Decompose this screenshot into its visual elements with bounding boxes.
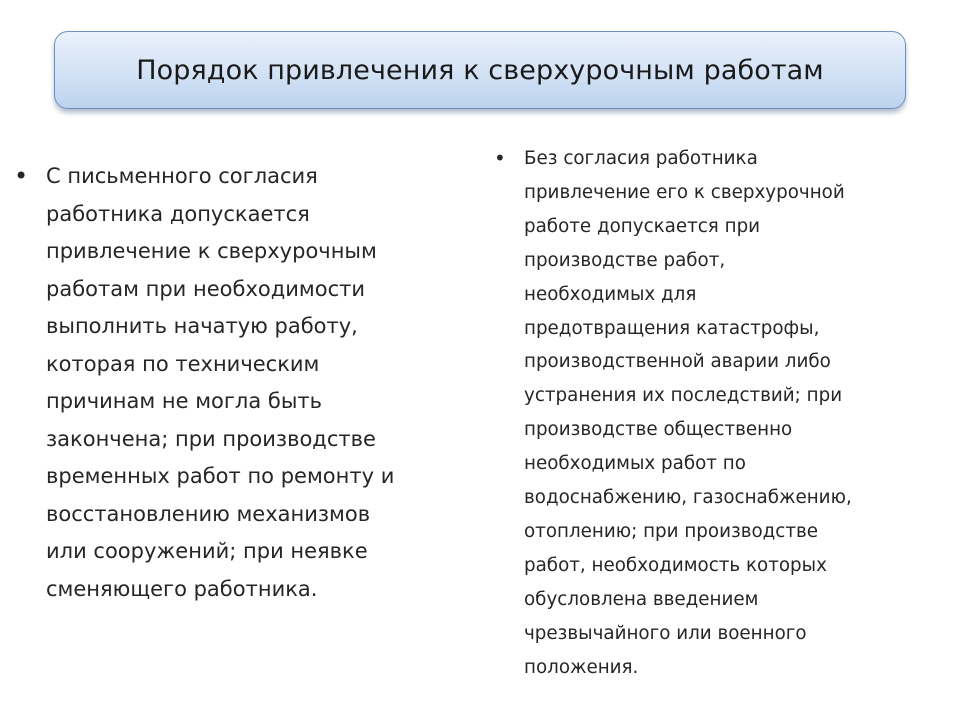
text-line: положения. [524, 656, 639, 678]
left-bullet-item [14, 158, 484, 608]
text-line: причинам не могла быть [46, 389, 323, 413]
text-line: работ, необходимость которых [524, 554, 827, 576]
text-line: привлечение к сверхурочным [46, 239, 377, 263]
text-line: производственной аварии либо [524, 351, 831, 373]
text-line: или сооружений; при неявке [46, 539, 368, 563]
text-line: работам при необходимости [46, 276, 366, 301]
text-line: производстве общественно [524, 419, 793, 441]
text-line: необходимых для [524, 283, 697, 305]
title-banner [54, 31, 906, 109]
text-line: предотвращения катастрофы, [524, 317, 820, 339]
text-line: работе допускается при [524, 215, 761, 237]
slide-title: Порядок привлечения к сверхурочным работам [136, 54, 824, 86]
text-line: обусловлена введением [524, 588, 759, 610]
left-bullet-text [46, 158, 484, 608]
text-line: временных работ по ремонту и [46, 464, 395, 488]
text-line: чрезвычайного или военного [524, 622, 807, 644]
text-line: производстве работ, [524, 249, 726, 271]
text-line: отоплению; при производстве [524, 520, 819, 542]
text-line: закончена; при производстве [46, 426, 376, 451]
text-line: устранения их последствий; при [524, 385, 843, 407]
text-line: работника допускается [46, 201, 310, 226]
text-line: водоснабжению, газоснабжению, [524, 487, 852, 509]
text-line: С письменного согласия [46, 164, 318, 188]
text-line: восстановлению механизмов [46, 501, 371, 526]
text-line: необходимых работ по [524, 453, 746, 475]
bullet-icon: • [494, 146, 506, 170]
text-line: выполнить начатую работу, [46, 314, 358, 338]
bullet-icon: • [14, 162, 29, 190]
text-line: Без согласия работника [524, 148, 758, 169]
text-line: привлечение его к сверхурочной [524, 181, 845, 203]
right-column-list [494, 142, 954, 685]
right-bullet-item [494, 142, 954, 685]
left-column-list [14, 158, 484, 608]
right-bullet-text [524, 142, 954, 685]
text-line: сменяющего работника. [46, 576, 318, 601]
text-line: которая по техническим [46, 351, 320, 376]
